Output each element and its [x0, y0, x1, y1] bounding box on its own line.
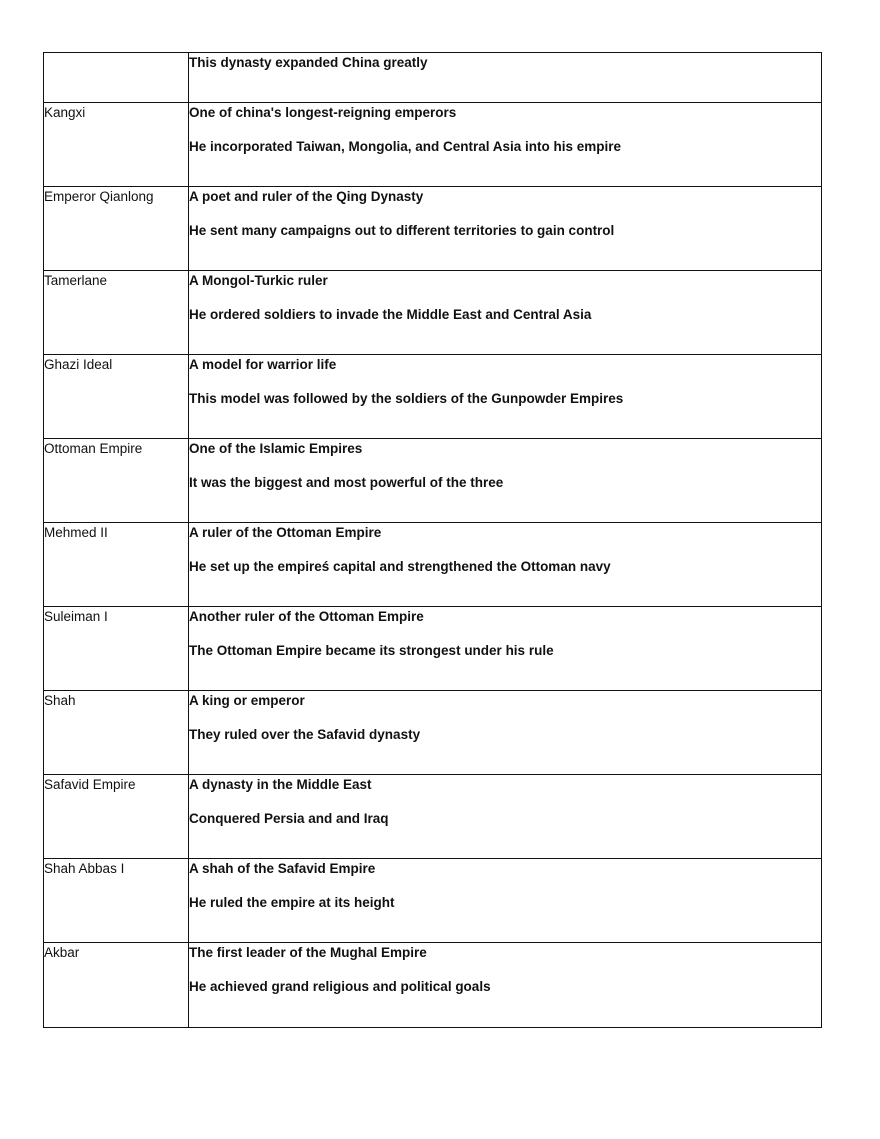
term-cell: Safavid Empire [44, 775, 189, 859]
description-cell [189, 859, 822, 943]
description-line: A model for warrior life [189, 357, 337, 372]
description-detail: He set up the empireś capital and strengthened the Ottoman navy [189, 559, 611, 574]
description-line: This dynasty expanded China greatly [189, 55, 428, 70]
description-line: A poet and ruler of the Qing Dynasty [189, 189, 424, 204]
description-cell [189, 439, 822, 523]
table-row [44, 691, 822, 775]
term-cell: Akbar [44, 943, 189, 1028]
description-cell [189, 775, 822, 859]
description-cell [189, 271, 822, 355]
description-detail: Conquered Persia and and Iraq [189, 811, 389, 826]
description-detail: He ordered soldiers to invade the Middle East and Central Asia [189, 307, 592, 322]
description-line: Another ruler of the Ottoman Empire [189, 609, 424, 624]
description-detail: He sent many campaigns out to different territories to gain control [189, 223, 615, 238]
description-line: One of china's longest-reigning emperors [189, 105, 457, 120]
term-cell: Suleiman I [44, 607, 189, 691]
description-detail: It was the biggest and most powerful of the three [189, 475, 504, 490]
term-cell: Shah [44, 691, 189, 775]
description-detail: He achieved grand religious and political goals [189, 979, 491, 994]
table-row [44, 859, 822, 943]
vocab-table [43, 52, 822, 1028]
description-line: A dynasty in the Middle East [189, 777, 372, 792]
description-detail: He incorporated Taiwan, Mongolia, and Central Asia into his empire [189, 139, 622, 154]
description-cell [189, 355, 822, 439]
description-cell [189, 607, 822, 691]
term-cell: Kangxi [44, 103, 189, 187]
description-cell [189, 943, 822, 1028]
term-cell: Shah Abbas I [44, 859, 189, 943]
table-row [44, 355, 822, 439]
table-row [44, 439, 822, 523]
description-cell [189, 53, 822, 103]
description-line: A shah of the Safavid Empire [189, 861, 376, 876]
description-detail: They ruled over the Safavid dynasty [189, 727, 421, 742]
description-cell [189, 103, 822, 187]
term-cell: Tamerlane [44, 271, 189, 355]
term-cell: Ghazi Ideal [44, 355, 189, 439]
table-row [44, 607, 822, 691]
table-row [44, 271, 822, 355]
description-detail: He ruled the empire at its height [189, 895, 395, 910]
term-cell: Mehmed II [44, 523, 189, 607]
description-detail: This model was followed by the soldiers of the Gunpowder Empires [189, 391, 624, 406]
description-line: One of the Islamic Empires [189, 441, 363, 456]
description-line: A king or emperor [189, 693, 305, 708]
description-line: The first leader of the Mughal Empire [189, 945, 427, 960]
term-cell: Emperor Qianlong [44, 187, 189, 271]
table-row [44, 775, 822, 859]
table-row [44, 103, 822, 187]
table-row [44, 943, 822, 1028]
description-line: A Mongol-Turkic ruler [189, 273, 328, 288]
term-cell: Ottoman Empire [44, 439, 189, 523]
table-row [44, 53, 822, 103]
table-row [44, 523, 822, 607]
description-cell [189, 187, 822, 271]
description-detail: The Ottoman Empire became its strongest under his rule [189, 643, 554, 658]
description-cell [189, 691, 822, 775]
table-row [44, 187, 822, 271]
description-line: A ruler of the Ottoman Empire [189, 525, 382, 540]
term-cell [44, 53, 189, 103]
description-cell [189, 523, 822, 607]
